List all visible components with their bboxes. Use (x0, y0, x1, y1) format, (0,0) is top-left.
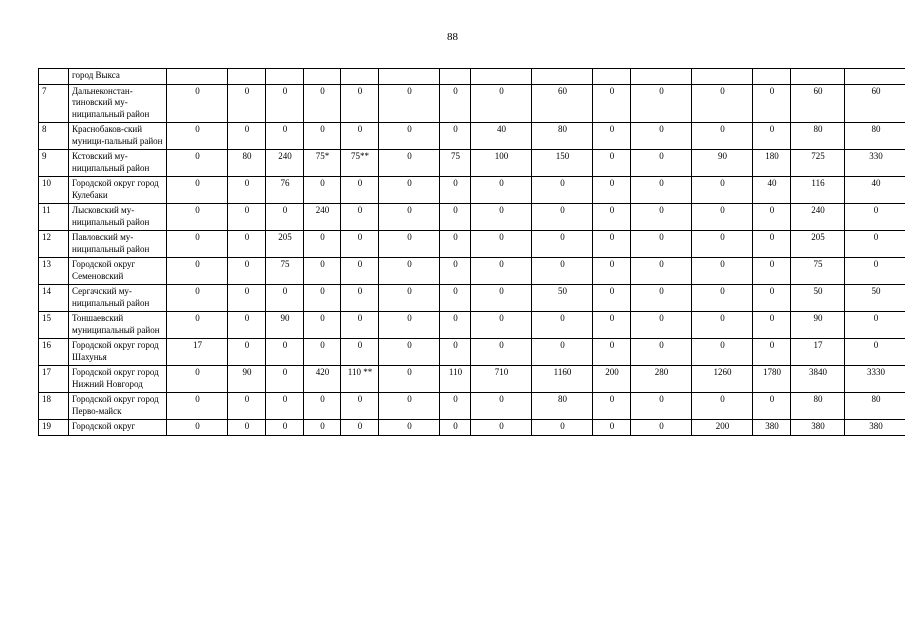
value-cell: 280 (631, 366, 692, 393)
value-cell: 0 (593, 393, 631, 420)
value-cell: 0 (631, 123, 692, 150)
municipality-name-cell: Городской округ город Нижний Новгород (69, 366, 167, 393)
value-cell: 0 (471, 420, 532, 436)
value-cell: 0 (753, 84, 791, 123)
table-row (39, 258, 905, 285)
value-cell: 80 (845, 393, 905, 420)
value-cell: 110 (440, 366, 471, 393)
value-cell: 0 (532, 420, 593, 436)
value-cell: 0 (593, 420, 631, 436)
value-cell: 0 (845, 339, 905, 366)
value-cell: 0 (167, 177, 228, 204)
value-cell: 0 (304, 177, 341, 204)
value-cell: 80 (532, 393, 593, 420)
value-cell: 0 (845, 231, 905, 258)
value-cell: 0 (266, 339, 304, 366)
value-cell: 0 (753, 339, 791, 366)
value-cell: 0 (266, 204, 304, 231)
value-cell: 60 (791, 84, 845, 123)
value-cell (753, 69, 791, 85)
value-cell: 0 (379, 339, 440, 366)
value-cell: 240 (266, 150, 304, 177)
value-cell: 0 (753, 393, 791, 420)
value-cell: 0 (379, 150, 440, 177)
row-number-cell: 13 (39, 258, 69, 285)
table-row (39, 150, 905, 177)
value-cell: 90 (266, 312, 304, 339)
value-cell: 0 (379, 204, 440, 231)
value-cell: 0 (631, 285, 692, 312)
value-cell: 0 (845, 204, 905, 231)
value-cell: 0 (631, 312, 692, 339)
value-cell: 0 (228, 339, 266, 366)
value-cell: 0 (753, 231, 791, 258)
value-cell: 80 (791, 393, 845, 420)
value-cell: 0 (379, 393, 440, 420)
value-cell: 0 (593, 258, 631, 285)
value-cell: 0 (532, 231, 593, 258)
value-cell: 0 (266, 420, 304, 436)
value-cell: 0 (167, 420, 228, 436)
value-cell: 116 (791, 177, 845, 204)
municipality-name-cell: Краснобаков-ский муници-пальный район (69, 123, 167, 150)
value-cell: 3840 (791, 366, 845, 393)
value-cell: 0 (471, 312, 532, 339)
value-cell (692, 69, 753, 85)
value-cell: 0 (753, 312, 791, 339)
table-row (39, 366, 905, 393)
value-cell: 0 (631, 339, 692, 366)
row-number-cell: 9 (39, 150, 69, 177)
value-cell: 0 (167, 285, 228, 312)
municipality-name-cell: Городской округ город Перво-майск (69, 393, 167, 420)
row-number-cell: 10 (39, 177, 69, 204)
value-cell: 76 (266, 177, 304, 204)
value-cell: 0 (471, 339, 532, 366)
value-cell: 0 (304, 339, 341, 366)
value-cell: 0 (341, 393, 379, 420)
value-cell: 0 (440, 84, 471, 123)
value-cell: 0 (228, 84, 266, 123)
value-cell: 0 (228, 285, 266, 312)
value-cell: 0 (631, 258, 692, 285)
table-row (39, 204, 905, 231)
value-cell: 0 (341, 123, 379, 150)
value-cell: 75 (266, 258, 304, 285)
page-number: 88 (447, 31, 458, 43)
table-row (39, 285, 905, 312)
value-cell: 0 (167, 150, 228, 177)
value-cell: 40 (753, 177, 791, 204)
value-cell: 420 (304, 366, 341, 393)
value-cell: 0 (341, 420, 379, 436)
value-cell: 205 (266, 231, 304, 258)
value-cell: 0 (167, 231, 228, 258)
value-cell (304, 69, 341, 85)
value-cell: 0 (228, 123, 266, 150)
value-cell (791, 69, 845, 85)
value-cell: 710 (471, 366, 532, 393)
value-cell: 0 (341, 339, 379, 366)
value-cell: 0 (471, 177, 532, 204)
table-row (39, 69, 905, 85)
value-cell: 0 (753, 204, 791, 231)
value-cell: 40 (845, 177, 905, 204)
row-number-cell: 11 (39, 204, 69, 231)
municipality-name-cell: Городской округ (69, 420, 167, 436)
value-cell: 0 (440, 231, 471, 258)
value-cell: 0 (593, 84, 631, 123)
value-cell: 0 (379, 258, 440, 285)
row-number-cell: 19 (39, 420, 69, 436)
municipality-name-cell: Лысковский му-ниципальный район (69, 204, 167, 231)
table-row (39, 312, 905, 339)
value-cell: 80 (228, 150, 266, 177)
row-number-cell: 15 (39, 312, 69, 339)
value-cell: 0 (228, 420, 266, 436)
value-cell: 0 (471, 258, 532, 285)
value-cell: 725 (791, 150, 845, 177)
value-cell: 0 (753, 123, 791, 150)
row-number-cell: 16 (39, 339, 69, 366)
value-cell (532, 69, 593, 85)
value-cell: 0 (631, 204, 692, 231)
value-cell: 0 (167, 204, 228, 231)
row-number-cell: 18 (39, 393, 69, 420)
table-row (39, 123, 905, 150)
value-cell: 0 (304, 258, 341, 285)
value-cell: 90 (692, 150, 753, 177)
value-cell: 17 (167, 339, 228, 366)
value-cell: 380 (753, 420, 791, 436)
value-cell: 0 (440, 420, 471, 436)
value-cell: 0 (471, 84, 532, 123)
value-cell: 90 (228, 366, 266, 393)
value-cell: 0 (692, 231, 753, 258)
value-cell: 0 (532, 258, 593, 285)
value-cell: 0 (228, 258, 266, 285)
value-cell: 0 (379, 312, 440, 339)
value-cell: 0 (304, 84, 341, 123)
value-cell: 0 (440, 312, 471, 339)
value-cell: 0 (266, 393, 304, 420)
value-cell: 100 (471, 150, 532, 177)
value-cell: 0 (440, 339, 471, 366)
value-cell: 0 (266, 123, 304, 150)
row-number-cell: 7 (39, 84, 69, 123)
value-cell: 0 (692, 285, 753, 312)
value-cell: 0 (692, 177, 753, 204)
value-cell (631, 69, 692, 85)
value-cell: 180 (753, 150, 791, 177)
value-cell: 0 (532, 177, 593, 204)
value-cell: 0 (379, 285, 440, 312)
value-cell: 1160 (532, 366, 593, 393)
value-cell: 0 (753, 258, 791, 285)
value-cell: 0 (753, 285, 791, 312)
value-cell: 0 (304, 285, 341, 312)
municipality-name-cell: город Выкса (69, 69, 167, 85)
value-cell: 0 (532, 204, 593, 231)
value-cell: 0 (593, 339, 631, 366)
value-cell: 0 (692, 339, 753, 366)
value-cell: 0 (167, 258, 228, 285)
value-cell: 0 (440, 204, 471, 231)
value-cell: 0 (167, 393, 228, 420)
value-cell: 0 (440, 177, 471, 204)
value-cell: 0 (692, 258, 753, 285)
value-cell: 1780 (753, 366, 791, 393)
value-cell: 75 (791, 258, 845, 285)
value-cell (228, 69, 266, 85)
municipality-name-cell: Городской округ Семеновский (69, 258, 167, 285)
data-table (38, 68, 905, 436)
value-cell: 0 (440, 258, 471, 285)
municipality-name-cell: Городской округ город Кулебаки (69, 177, 167, 204)
value-cell: 75** (341, 150, 379, 177)
value-cell: 0 (692, 312, 753, 339)
value-cell: 0 (167, 123, 228, 150)
value-cell: 0 (228, 231, 266, 258)
municipality-name-cell: Дальнеконстан-тиновский му-ниципальный район (69, 84, 167, 123)
value-cell (440, 69, 471, 85)
value-cell (593, 69, 631, 85)
row-number-cell (39, 69, 69, 85)
table-row (39, 177, 905, 204)
value-cell (266, 69, 304, 85)
value-cell (341, 69, 379, 85)
value-cell: 90 (791, 312, 845, 339)
value-cell: 0 (167, 366, 228, 393)
value-cell: 0 (304, 312, 341, 339)
value-cell (845, 69, 905, 85)
value-cell: 0 (593, 150, 631, 177)
row-number-cell: 14 (39, 285, 69, 312)
value-cell: 0 (593, 285, 631, 312)
value-cell: 0 (379, 177, 440, 204)
value-cell (167, 69, 228, 85)
value-cell: 0 (304, 420, 341, 436)
value-cell: 200 (692, 420, 753, 436)
value-cell: 0 (845, 312, 905, 339)
value-cell: 0 (593, 312, 631, 339)
value-cell: 0 (341, 204, 379, 231)
value-cell: 0 (593, 231, 631, 258)
value-cell: 3330 (845, 366, 905, 393)
municipality-name-cell: Городской округ город Шахунья (69, 339, 167, 366)
value-cell: 0 (532, 312, 593, 339)
row-number-cell: 12 (39, 231, 69, 258)
value-cell: 0 (631, 393, 692, 420)
value-cell: 0 (593, 204, 631, 231)
value-cell: 205 (791, 231, 845, 258)
value-cell: 75 (440, 150, 471, 177)
value-cell: 50 (532, 285, 593, 312)
value-cell: 0 (341, 231, 379, 258)
table-row (39, 393, 905, 420)
value-cell: 380 (845, 420, 905, 436)
municipality-name-cell: Сергачский му-ниципальный район (69, 285, 167, 312)
value-cell: 0 (228, 393, 266, 420)
value-cell: 60 (845, 84, 905, 123)
value-cell: 0 (341, 312, 379, 339)
value-cell: 0 (471, 204, 532, 231)
value-cell: 0 (471, 393, 532, 420)
value-cell: 0 (845, 258, 905, 285)
value-cell: 80 (532, 123, 593, 150)
value-cell: 0 (593, 177, 631, 204)
value-cell: 0 (692, 123, 753, 150)
value-cell: 0 (692, 393, 753, 420)
value-cell: 0 (593, 123, 631, 150)
value-cell: 0 (304, 123, 341, 150)
municipality-name-cell: Кстовский му-ниципальный район (69, 150, 167, 177)
value-cell: 380 (791, 420, 845, 436)
value-cell: 0 (266, 285, 304, 312)
value-cell: 1260 (692, 366, 753, 393)
value-cell: 17 (791, 339, 845, 366)
value-cell: 0 (228, 204, 266, 231)
municipality-name-cell: Тоншаевский муниципальный район (69, 312, 167, 339)
value-cell: 0 (631, 420, 692, 436)
value-cell: 0 (304, 231, 341, 258)
value-cell: 0 (341, 258, 379, 285)
value-cell: 0 (631, 150, 692, 177)
value-cell (379, 69, 440, 85)
value-cell: 0 (440, 285, 471, 312)
value-cell: 75* (304, 150, 341, 177)
value-cell: 0 (379, 84, 440, 123)
value-cell: 0 (631, 84, 692, 123)
value-cell: 50 (845, 285, 905, 312)
value-cell: 0 (631, 231, 692, 258)
value-cell: 240 (304, 204, 341, 231)
value-cell: 0 (692, 204, 753, 231)
value-cell: 0 (692, 84, 753, 123)
value-cell: 0 (304, 393, 341, 420)
value-cell: 0 (471, 285, 532, 312)
row-number-cell: 17 (39, 366, 69, 393)
value-cell: 0 (440, 393, 471, 420)
municipality-name-cell: Павловский му-ниципальный район (69, 231, 167, 258)
value-cell: 110 ** (341, 366, 379, 393)
value-cell: 0 (379, 366, 440, 393)
value-cell: 50 (791, 285, 845, 312)
value-cell: 150 (532, 150, 593, 177)
value-cell: 200 (593, 366, 631, 393)
value-cell: 240 (791, 204, 845, 231)
value-cell: 0 (379, 420, 440, 436)
value-cell: 80 (791, 123, 845, 150)
value-cell: 0 (167, 84, 228, 123)
value-cell: 0 (440, 123, 471, 150)
value-cell: 0 (379, 231, 440, 258)
value-cell: 0 (228, 312, 266, 339)
table-row (39, 231, 905, 258)
value-cell: 0 (341, 177, 379, 204)
value-cell: 0 (631, 177, 692, 204)
value-cell: 40 (471, 123, 532, 150)
table-row (39, 339, 905, 366)
value-cell: 0 (379, 123, 440, 150)
value-cell: 80 (845, 123, 905, 150)
value-cell: 0 (341, 285, 379, 312)
value-cell: 330 (845, 150, 905, 177)
value-cell (471, 69, 532, 85)
table-row (39, 84, 905, 123)
value-cell: 0 (228, 177, 266, 204)
value-cell: 60 (532, 84, 593, 123)
value-cell: 0 (471, 231, 532, 258)
value-cell: 0 (266, 366, 304, 393)
table-row (39, 420, 905, 436)
value-cell: 0 (266, 84, 304, 123)
value-cell: 0 (341, 84, 379, 123)
value-cell: 0 (167, 312, 228, 339)
row-number-cell: 8 (39, 123, 69, 150)
value-cell: 0 (532, 339, 593, 366)
